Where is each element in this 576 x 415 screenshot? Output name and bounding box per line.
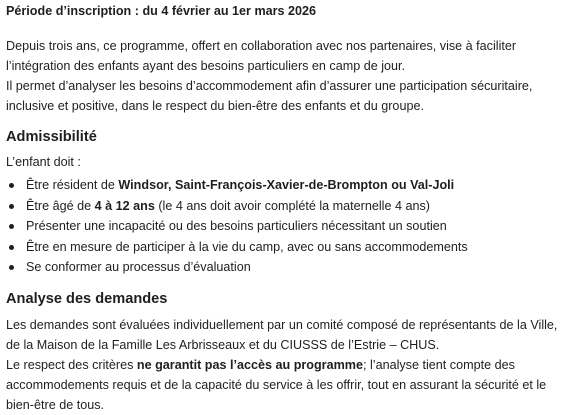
analysis-heading: Analyse des demandes [6,291,168,307]
criteria-text: Être résident de [26,178,119,192]
admissibility-lead: L’enfant doit : [6,155,81,169]
criteria-emphasis: Windsor, Saint-François-Xavier-de-Brompton ou Val-Joli [118,178,455,192]
analysis-paragraph-2 [6,355,568,415]
analysis-emphasis: ne garantit pas l’accès au programme [136,358,363,372]
analysis-paragraph-1: Les demandes sont évaluées individuellement par un comité composé de représentants de la Ville, de la Maison de la Famille Les Arbrisseaux et du CIUSSS de l’Estrie – CHUS. [6,318,558,352]
registration-period: Période d’inscription : du 4 février au 1er mars 2026 [6,4,317,18]
criteria-text: Être en mesure de participer à la vie du camp, avec ou sans accommodements [26,239,468,254]
criteria-item [6,257,468,278]
criteria-item [6,175,468,196]
analysis-section [6,315,568,415]
bullet-icon [9,183,14,188]
criteria-text: Présenter une incapacité ou des besoins particuliers nécessitant un soutien [26,219,447,233]
criteria-text: Se conformer au processus d’évaluation [26,260,251,274]
intro-section [6,36,566,116]
criteria-item [6,216,468,237]
bullet-icon [9,245,14,250]
admissibility-heading: Admissibilité [6,129,97,145]
criteria-item [6,196,468,217]
bullet-icon [9,204,14,209]
intro-paragraph-2: Il permet d’analyser les besoins d’accommodement afin d’assurer une participation sécuritaire, inclusive et positive, dans le respect du bien-être des enfants et du groupe. [6,79,533,113]
analysis-text-end: ; l’analyse tient compte des accommodements requis et de la capacité du service à les offrir, tout en assurant la sécurité et le bien-être de tous. [6,358,547,412]
criteria-item [6,237,468,258]
bullet-icon [9,224,14,229]
criteria-list [6,175,468,278]
bullet-icon [9,265,14,270]
intro-paragraph-1: Depuis trois ans, ce programme, offert en collaboration avec nos partenaires, vise à faciliter l’intégration des enfants ayant des besoins particuliers en camp de jour. [6,39,517,73]
criteria-text: Être âgé de [26,198,95,213]
criteria-emphasis: 4 à 12 ans [94,198,155,213]
analysis-text: Le respect des critères [6,358,137,372]
criteria-text-end: (le 4 ans doit avoir complété la maternelle 4 ans) [154,198,430,213]
